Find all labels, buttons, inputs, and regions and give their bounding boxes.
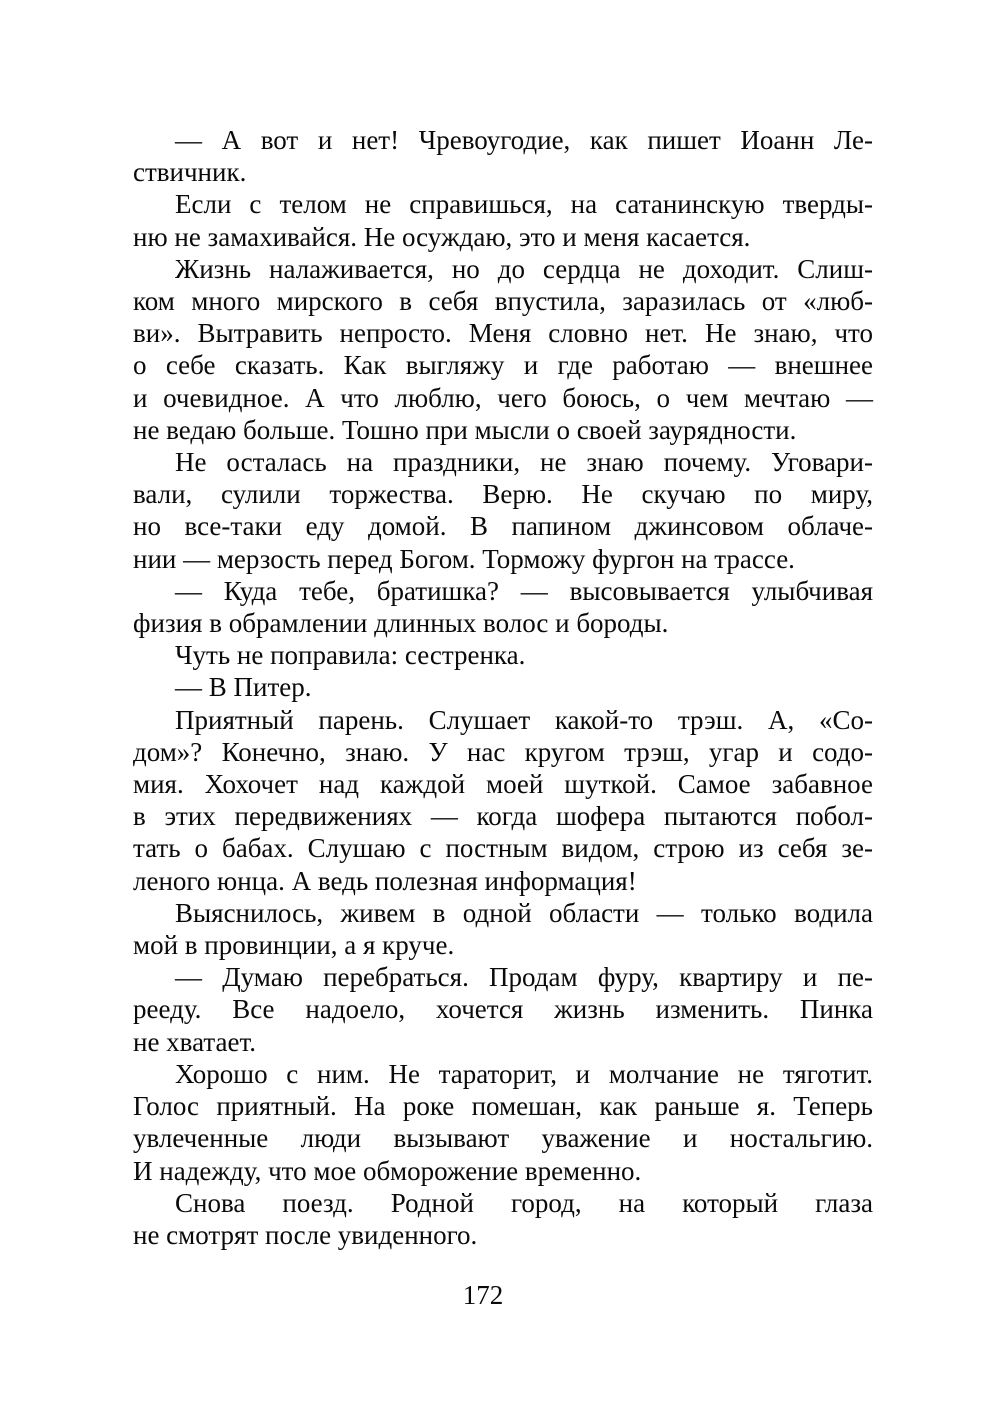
text-line: Голос приятный. На роке помешан, как раньше я. Теперь xyxy=(133,1091,873,1122)
text-line: мия. Хохочет над каждой моей шуткой. Самое забавное xyxy=(133,769,873,800)
text-line: Не осталась на праздники, не знаю почему. Уговари- xyxy=(175,447,873,478)
text-line: леного юнца. А ведь полезная информация! xyxy=(133,865,637,896)
text-line: Если с телом не справишься, на сатанинскую тверды- xyxy=(175,189,873,220)
text-line: Жизнь налаживается, но до сердца не доходит. Слиш- xyxy=(175,253,873,284)
text-line: ню не замахивайся. Не осуждаю, это и меня касается. xyxy=(133,221,751,252)
text-line: рееду. Все надоело, хочется жизнь изменить. Пинка xyxy=(133,994,873,1025)
text-line: ствичник. xyxy=(133,157,247,188)
text-line: И надежду, что мое обморожение временно. xyxy=(133,1155,642,1186)
text-line: Хорошо с ним. Не тараторит, и молчание не тяготит. xyxy=(175,1058,873,1089)
text-line: дом»? Конечно, знаю. У нас кругом трэш, угар и содо- xyxy=(133,736,873,767)
text-line: не хватает. xyxy=(133,1026,256,1057)
text-line: вали, сулили торжества. Верю. Не скучаю по миру, xyxy=(133,479,873,510)
text-line: физия в обрамлении длинных волос и бороды. xyxy=(133,608,669,639)
text-line: ком много мирского в себя впустила, заразилась от «люб- xyxy=(133,286,873,317)
text-line: Снова поезд. Родной город, на который глаза xyxy=(175,1187,873,1218)
text-line: мой в провинции, а я круче. xyxy=(133,930,455,961)
text-line: не ведаю больше. Тошно при мысли о своей заурядности. xyxy=(133,414,797,445)
text-line: Выяснилось, живем в одной области — только водила xyxy=(175,897,873,928)
page-number: 172 xyxy=(462,1280,504,1310)
text-line: — А вот и нет! Чревоугодие, как пишет Иоанн Ле- xyxy=(175,125,873,155)
text-line: — В Питер. xyxy=(175,672,312,703)
text-line: в этих передвижениях — когда шофера пытаются побол- xyxy=(133,801,873,832)
text-line: увлеченные люди вызывают уважение и ностальгию. xyxy=(133,1123,873,1154)
text-line: о себе сказать. Как выгляжу и где работаю — внешнее xyxy=(133,350,873,381)
text-line: тать о бабах. Слушаю с постным видом, строю из себя зе- xyxy=(133,833,873,864)
text-line: не смотрят после увиденного. xyxy=(133,1219,478,1250)
text-line: Чуть не поправила: сестренка. xyxy=(175,640,526,671)
text-line: — Думаю перебраться. Продам фуру, квартиру и пе- xyxy=(175,962,873,993)
text-line: ви». Вытравить непросто. Меня словно нет. Не знаю, что xyxy=(133,318,873,349)
text-line: Приятный парень. Слушает какой-то трэш. А, «Со- xyxy=(175,704,873,735)
text-line: и очевидное. А что люблю, чего боюсь, о чем мечтаю — xyxy=(133,382,873,413)
text-line: — Куда тебе, братишка? — высовывается улыбчивая xyxy=(175,575,873,606)
text-line: но все-таки еду домой. В папином джинсовом облаче- xyxy=(133,511,873,542)
text-line: нии — мерзость перед Богом. Торможу фургон на трассе. xyxy=(133,543,795,574)
text-block xyxy=(133,124,873,1251)
